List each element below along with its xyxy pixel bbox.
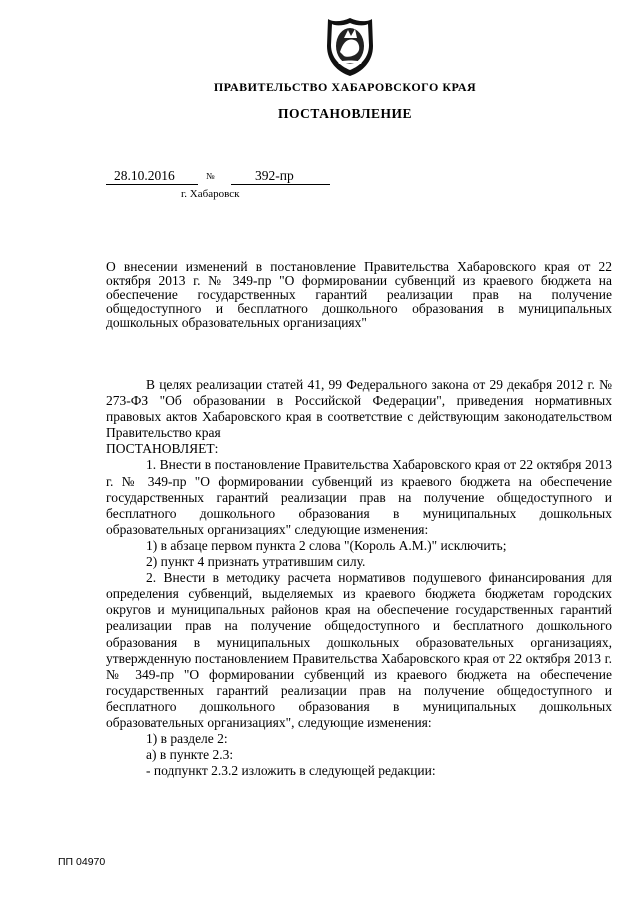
item-2-subitem-1a-dash: - подпункт 2.3.2 изложить в следующей редакции:	[146, 763, 436, 779]
document-date: 28.10.2016	[106, 168, 198, 185]
item-1-paragraph: 1. Внести в постановление Правительства Хабаровского края от 22 октября 2013 г. № 349-пр "О формировании субвенций из краевого бюджета на обеспечение государственных гарантий реализации прав на получение общедоступного и бесплатного дошкольного образования в муниципальных дошкольных образовательных организациях" следующие изменения:	[106, 457, 612, 537]
item-1-subitem-1: 1) в абзаце первом пункта 2 слова "(Король А.М.)" исключить;	[146, 537, 507, 553]
document-number: 392-пр	[231, 168, 330, 185]
document-type-title: ПОСТАНОВЛЕНИЕ	[277, 106, 413, 121]
item-2-subitem-1: 1) в разделе 2:	[146, 731, 228, 747]
government-name: ПРАВИТЕЛЬСТВО ХАБАРОВСКОГО КРАЯ	[213, 80, 477, 94]
coat-of-arms-emblem	[324, 16, 376, 78]
number-sign: №	[206, 171, 215, 181]
issue-city: г. Хабаровск	[181, 188, 240, 200]
document-body	[106, 377, 612, 779]
item-2-subitem-1a: а) в пункте 2.3:	[146, 747, 234, 763]
preamble-paragraph: В целях реализации статей 41, 99 Федерального закона от 29 декабря 2012 г. № 273-ФЗ "Об образовании в Российской Федерации", приведения нормативных правовых актов Хабаровского края в соответствие с действующим законодательством Правительство края	[106, 377, 612, 441]
document-subject: О внесении изменений в постановление Правительства Хабаровского края от 22 октября 2013 г. № 349-пр "О формировании субвенций из краевого бюджета на обеспечение государственных гарантий реализации прав на получение общедоступного и бесплатного дошкольного образования в муниципальных дошкольных образовательных организациях"	[106, 259, 612, 330]
resolves-heading: ПОСТАНОВЛЯЕТ:	[106, 441, 219, 457]
item-1-subitem-2: 2) пункт 4 признать утратившим силу.	[146, 554, 366, 570]
item-2-paragraph: 2. Внести в методику расчета нормативов подушевого финансирования для определения субвенций, выделяемых из краевого бюджета бюджетам городских округов и муниципальных районов края на обеспечение государственных гарантий реализации прав на получение общедоступного и бесплатного дошкольного образования в муниципальных дошкольных образовательных организациях, утвержденную постановлением Правительства Хабаровского края от 22 октября 2013 г. № 349-пр "О формировании субвенций из краевого бюджета на обеспечение государственных гарантий реализации прав на получение общедоступного и бесплатного дошкольного образования в муниципальных дошкольных образовательных организациях", следующие изменения:	[106, 570, 612, 730]
footer-document-code: ПП 04970	[58, 856, 106, 868]
